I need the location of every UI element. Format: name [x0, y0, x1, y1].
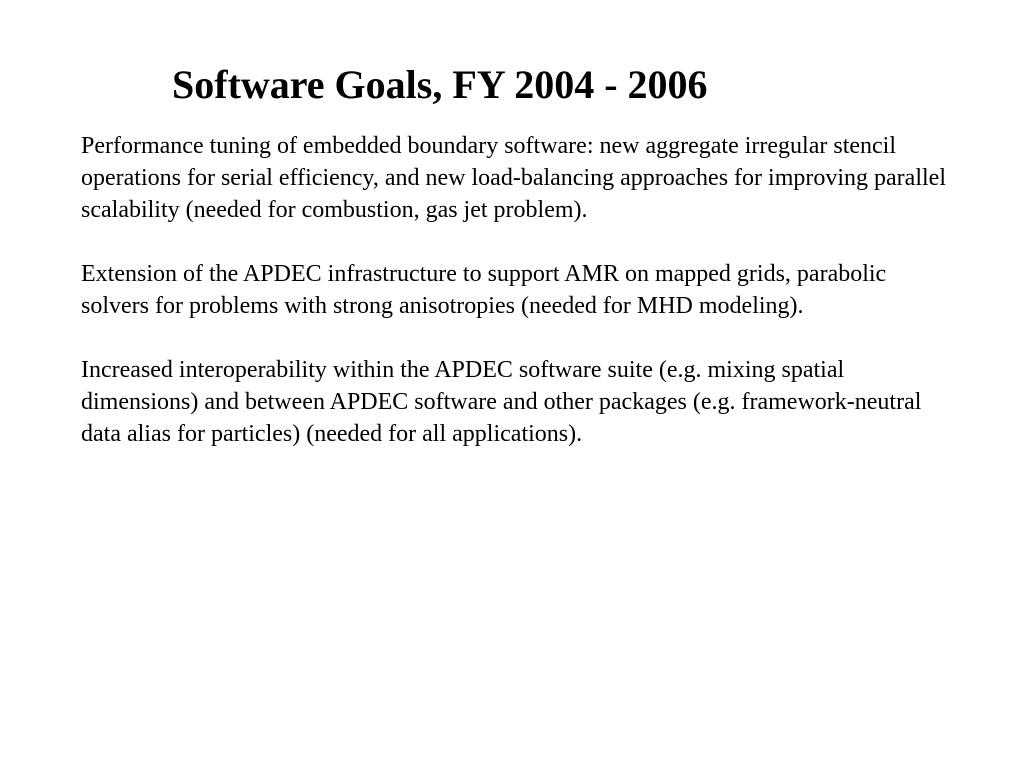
goal-paragraph-infrastructure: Extension of the APDEC infrastructure to support AMR on mapped grids, parabolic solvers for problems with strong anisotropies (needed for MHD modeling).: [81, 261, 887, 319]
goal-paragraph-performance: Performance tuning of embedded boundary software: new aggregate irregular stencil operations for serial efficiency, and new load-balancing approaches for improving parallel scalability (needed for combustion, gas jet problem).: [81, 133, 946, 223]
slide-title: Software Goals, FY 2004 - 2006: [172, 62, 708, 107]
slide-body: [81, 130, 951, 482]
goal-paragraph-interoperability: Increased interoperability within the APDEC software suite (e.g. mixing spatial dimensions) and between APDEC software and other packages (e.g. framework-neutral data alias for particles) (needed for all applications).: [81, 357, 922, 447]
